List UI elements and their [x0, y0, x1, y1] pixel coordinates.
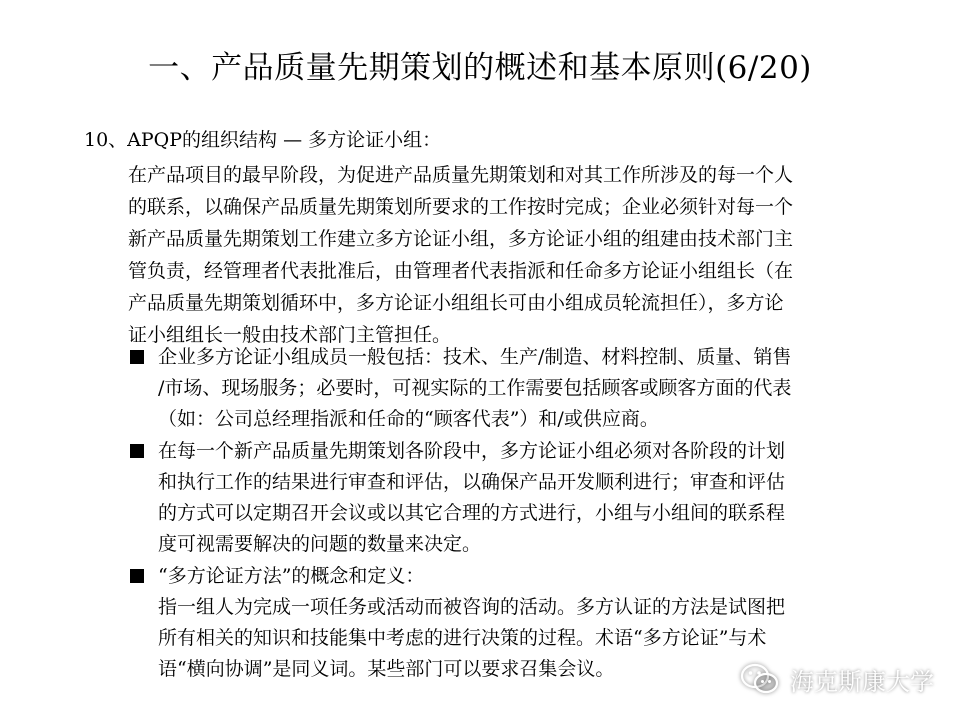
- bullet-line: /市场、现场服务；必要时，可视实际的工作需要包括顾客或顾客方面的代表: [158, 377, 792, 399]
- intro-paragraph: [128, 159, 888, 351]
- wechat-icon: [740, 662, 780, 696]
- bullet-line: 企业多方论证小组成员一般包括：技术、生产/制造、材料控制、质量、销售: [158, 346, 792, 368]
- intro-line: 管负责，经管理者代表批准后，由管理者代表指派和任命多方论证小组组长（在: [128, 260, 794, 282]
- watermark: [740, 657, 934, 701]
- definition-line: 语“横向协调”是同义词。某些部门可以要求召集会议。: [158, 658, 615, 680]
- section-heading: 10、APQP的组织结构 — 多方论证小组：: [84, 129, 442, 151]
- intro-line: 在产品项目的最早阶段，为促进产品质量先期策划和对其工作所涉及的每一个人: [128, 164, 794, 186]
- intro-line: 的联系，以确保产品质量先期策划所要求的工作按时完成；企业必须针对每一个: [128, 196, 794, 218]
- intro-line: 产品质量先期策划循环中，多方论证小组组长可由小组成员轮流担任），多方论: [128, 292, 784, 314]
- slide-title: 一、产品质量先期策划的概述和基本原则(6/20): [148, 50, 812, 86]
- definition-line: 所有相关的知识和技能集中考虑的进行决策的过程。术语“多方论证”与术: [158, 627, 767, 649]
- bullet-line: 和执行工作的结果进行审查和评估，以确保产品开发顺利进行；审查和评估: [158, 471, 786, 493]
- definition-line: 指一组人为完成一项任务或活动而被咨询的活动。多方认证的方法是试图把: [158, 596, 786, 618]
- bullet-line: 在每一个新产品质量先期策划各阶段中，多方论证小组必须对各阶段的计划: [158, 440, 786, 462]
- bullet-line: （如：公司总经理指派和任命的“顾客代表”）和/或供应商。: [158, 408, 659, 430]
- square-bullet-icon: [130, 569, 144, 583]
- bullet-text: [158, 561, 888, 592]
- bullet-text: [158, 436, 888, 560]
- square-bullet-icon: [130, 444, 144, 458]
- square-bullet-icon: [130, 350, 144, 364]
- intro-line: 新产品质量先期策划工作建立多方论证小组，多方论证小组的组建由技术部门主: [128, 228, 794, 250]
- intro-line: 证小组组长一般由技术部门主管担任。: [128, 324, 452, 346]
- bullet-line: “多方论证方法”的概念和定义：: [158, 565, 425, 587]
- bullet-line: 的方式可以定期召开会议或以其它合理的方式进行，小组与小组间的联系程: [158, 502, 786, 524]
- watermark-text: 海克斯康大学: [790, 667, 934, 696]
- bullet-text: [158, 342, 888, 435]
- bullet-line: 度可视需要解决的问题的数量来决定。: [158, 533, 482, 555]
